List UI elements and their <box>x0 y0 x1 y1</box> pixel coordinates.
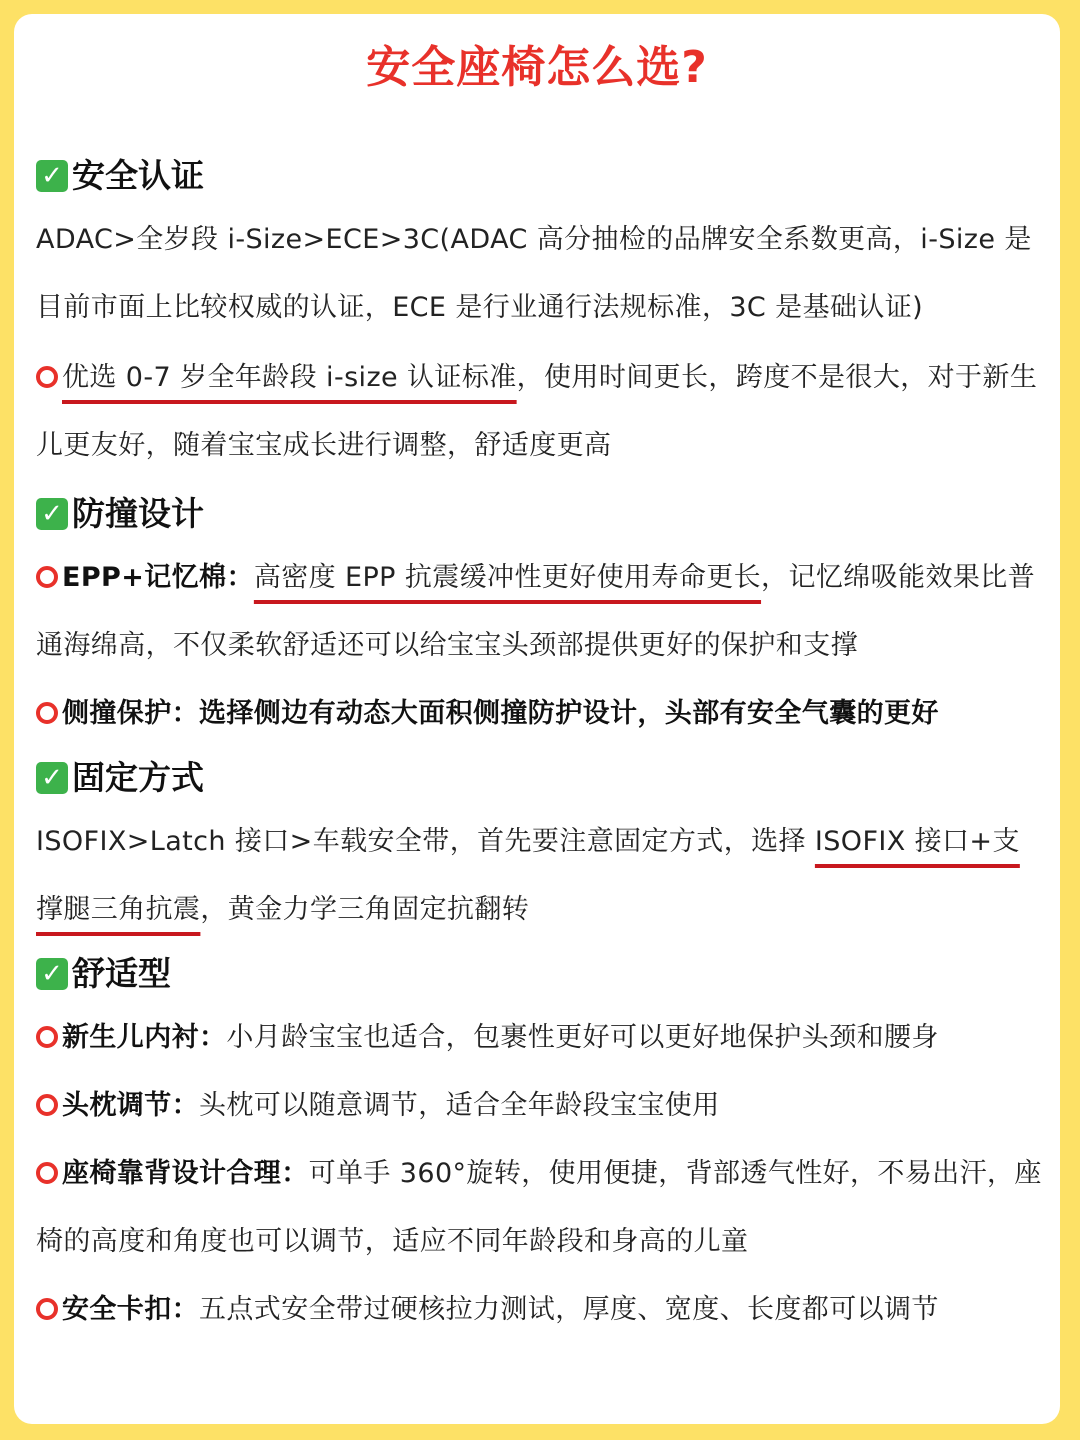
paragraph-isofix <box>36 808 1046 944</box>
item-bold-text: 侧撞保护：选择侧边有动态大面积侧撞防护设计，头部有安全气囊的更好 <box>62 698 939 729</box>
red-circle-icon <box>36 702 58 724</box>
item-label: 新生儿内衬： <box>62 1022 227 1053</box>
red-circle-icon <box>36 366 58 388</box>
list-item-headrest <box>36 1072 1046 1140</box>
paragraph-recommendation <box>36 344 1046 480</box>
list-item-buckle <box>36 1276 1046 1344</box>
check-mark-icon: ✓ <box>36 160 68 192</box>
check-mark-icon: ✓ <box>36 958 68 990</box>
section-heading-label: 舒适型 <box>72 954 171 993</box>
section-heading-crash-protection <box>36 484 1046 544</box>
content-card <box>14 14 1060 1424</box>
red-circle-icon <box>36 566 58 588</box>
underlined-highlight: ISOFIX 接口+支撑腿三角抗震 <box>36 826 1020 925</box>
underlined-highlight: 高密度 EPP 抗震缓冲性更好使用寿命更长 <box>253 562 762 593</box>
list-item-backrest <box>36 1140 1046 1276</box>
paragraph-text: ，使用时间更长，跨度不是很大，对于新生儿更友好，随着宝宝成长进行调整，舒适度更高 <box>36 362 1038 461</box>
article-body <box>36 146 1046 1344</box>
item-text: 小月龄宝宝也适合，包裹性更好可以更好地保护头颈和腰身 <box>226 1022 939 1053</box>
section-heading-label: 安全认证 <box>72 156 204 195</box>
paragraph-certification-ranking: ADAC>全岁段 i-Size>ECE>3C(ADAC 高分抽检的品牌安全系数更高，i-Size 是目前市面上比较权威的认证，ECE 是行业通行法规标准，3C 是基础认证) <box>36 224 1032 323</box>
page-title: 安全座椅怎么选? <box>366 42 708 93</box>
item-label: EPP+记忆棉： <box>62 562 254 593</box>
item-text: 头枕可以随意调节，适合全年龄段宝宝使用 <box>199 1090 720 1121</box>
red-circle-icon <box>36 1162 58 1184</box>
red-circle-icon <box>36 1298 58 1320</box>
underlined-highlight: 优选 0-7 岁全年龄段 i-size 认证标准 <box>62 362 517 393</box>
check-mark-icon: ✓ <box>36 762 68 794</box>
paragraph-text: ，记忆绵吸能效果比普通海绵高，不仅柔软舒适还可以给宝宝头颈部提供更好的保护和支撑 <box>36 562 1036 661</box>
item-label: 安全卡扣： <box>62 1294 199 1325</box>
paragraph-text: ISOFIX>Latch 接口>车载安全带，首先要注意固定方式，选择 <box>36 826 815 857</box>
item-text: 五点式安全带过硬核拉力测试，厚度、宽度、长度都可以调节 <box>199 1294 939 1325</box>
section-heading-comfort <box>36 944 1046 1004</box>
red-circle-icon <box>36 1026 58 1048</box>
section-heading-label: 防撞设计 <box>72 494 204 533</box>
section-heading-certification <box>36 146 1046 206</box>
item-label: 座椅靠背设计合理： <box>62 1158 309 1189</box>
item-label: 头枕调节： <box>62 1090 199 1121</box>
paragraph-text: ，黄金力学三角固定抗翻转 <box>200 894 530 925</box>
list-item-newborn-insert <box>36 1004 1046 1072</box>
item-text: 可单手 360°旋转，使用便捷，背部透气性好，不易出汗，座椅的高度和角度也可以调节，适应不同年龄段和身高的儿童 <box>36 1158 1042 1257</box>
paragraph-epp-foam <box>36 544 1046 680</box>
check-mark-icon: ✓ <box>36 498 68 530</box>
paragraph-side-impact <box>36 680 1046 748</box>
section-heading-label: 固定方式 <box>72 758 204 797</box>
red-circle-icon <box>36 1094 58 1116</box>
section-heading-installation <box>36 748 1046 808</box>
